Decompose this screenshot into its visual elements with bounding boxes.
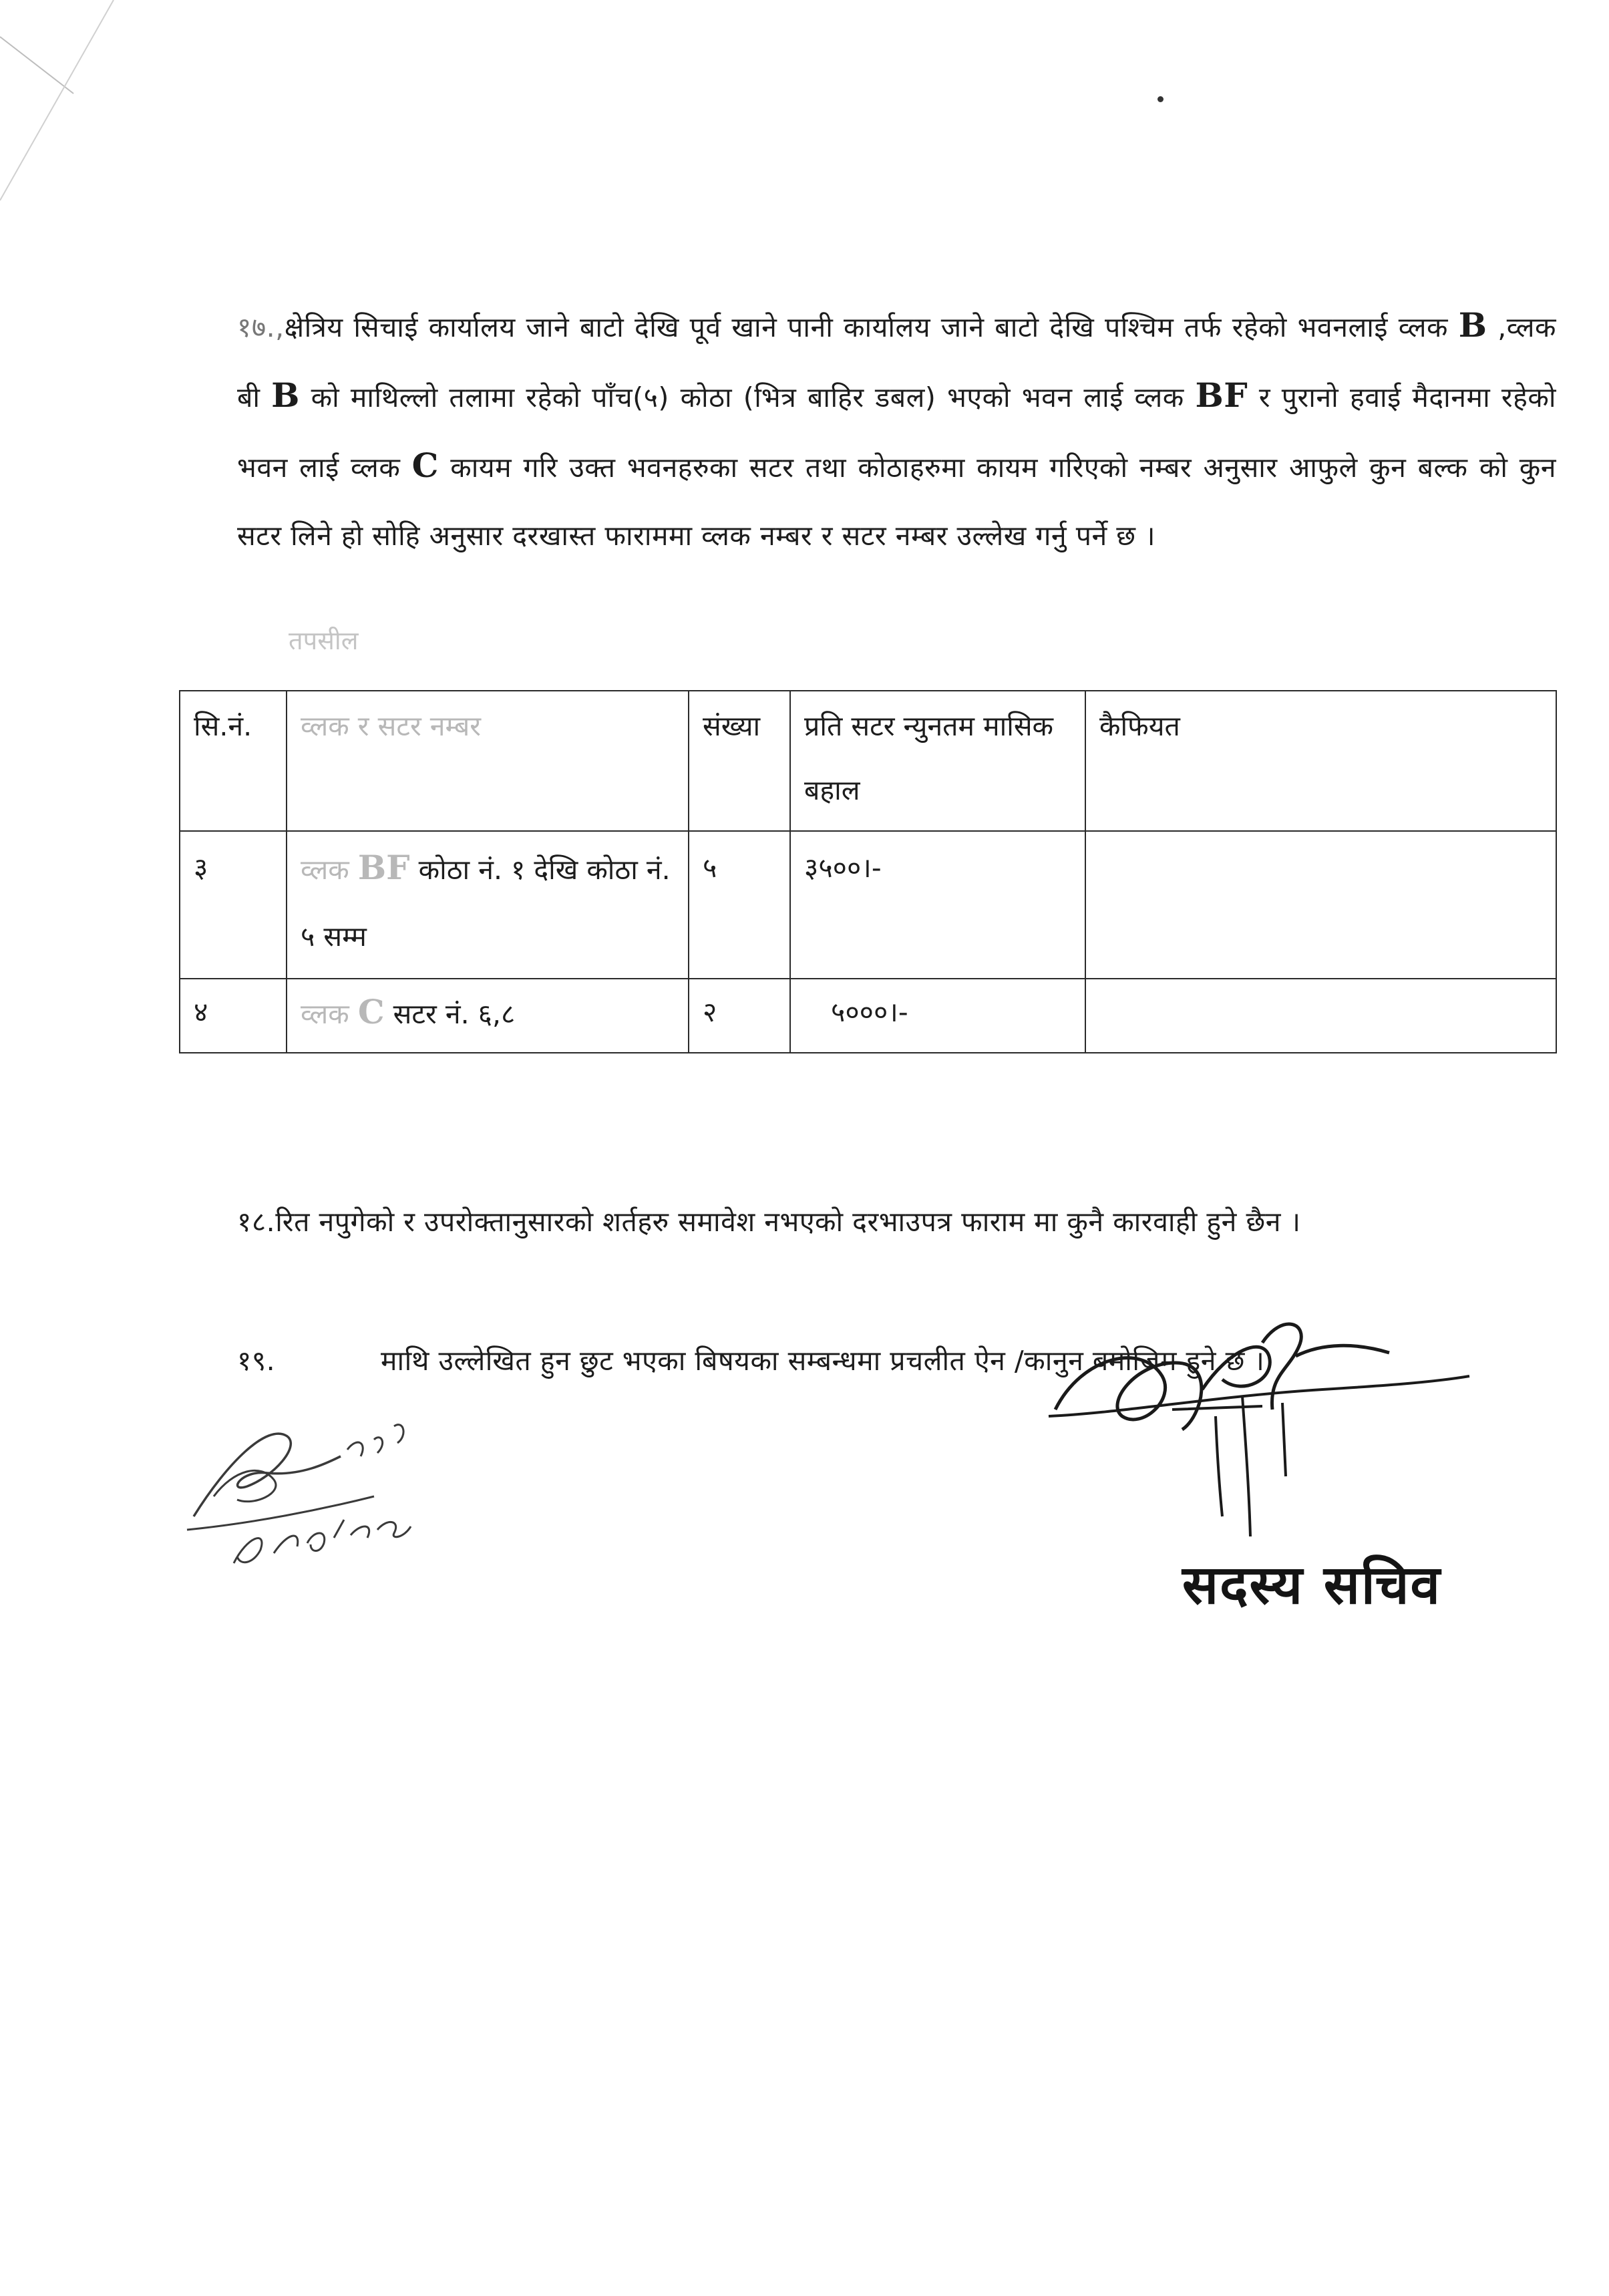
cell-remarks	[1085, 831, 1556, 979]
header-min-rent: प्रति सटर न्युनतम मासिक बहाल	[790, 691, 1085, 831]
cell-block-rest: सटर नं. ६,८	[384, 998, 516, 1030]
member-secretary-signature	[1042, 1316, 1483, 1570]
paragraph-17-text-d: र पुरानो हवाई मैदानमा रहेको भवन लाई व्लक	[237, 381, 1556, 484]
paragraph-17-text-b: ,व्लक बी	[237, 311, 1556, 414]
block-letter-c: C	[411, 446, 439, 485]
header-block-shutter-label: व्लक र सटर नम्बर	[301, 710, 482, 742]
table-row	[180, 831, 1556, 979]
header-count: संख्या	[689, 691, 790, 831]
header-block-shutter	[287, 691, 689, 831]
paragraph-17-text-c: को माथिल्लो तलामा रहेको पाँच(५) कोठा (भित्र बाहिर डबल) भएको भवन लाई व्लक	[299, 381, 1196, 414]
header-remarks: कैफियत	[1085, 691, 1556, 831]
cell-block	[287, 831, 689, 979]
handwritten-initials-with-date	[174, 1363, 454, 1583]
shutter-table	[179, 690, 1557, 1053]
page-fold-mark	[0, 0, 174, 220]
block-letter-b: B	[1458, 305, 1487, 345]
cell-block-rest: कोठा नं. १ देखि कोठा नं. ५ सम्म	[301, 854, 671, 953]
cell-rent: ५०००।-	[790, 979, 1085, 1053]
paragraph-18	[237, 1190, 1556, 1254]
cell-rent: ३५००।-	[790, 831, 1085, 979]
signature-title: सदस्य सचिव	[1182, 1553, 1442, 1616]
paragraph-19-number: १९.	[237, 1345, 276, 1377]
cell-block	[287, 979, 689, 1053]
cell-count: ५	[689, 831, 790, 979]
cell-block-letter: BF	[357, 848, 410, 887]
paragraph-18-text: रित नपुगेको र उपरोक्तानुसारको शर्तहरु समावेश नभएको दरभाउपत्र फाराम मा कुनै कारवाही हुने छैन ।	[275, 1206, 1301, 1238]
cell-serial: ३	[180, 831, 287, 979]
cell-block-prefix: व्लक	[301, 854, 358, 886]
cell-block-letter: C	[357, 992, 385, 1031]
paragraph-19-text: माथि उल्लेखित हुन छुट भएका बिषयका सम्बन्धमा प्रचलीत ऐन /कानुन बमोजिम हुने छ ।	[381, 1345, 1265, 1377]
paragraph-17-text-e: कायम गरि उक्त भवनहरुका सटर तथा कोठाहरुमा कायम गरिएको नम्बर अनुसार आफुले कुन बल्क को कुन सटर लिने हो सोहि अनुसार दरखास्त फाराममा व्लक नम्बर र सटर नम्बर उल्लेख गर्नु पर्ने छ ।	[237, 452, 1556, 552]
scan-speck	[1157, 96, 1164, 102]
cell-count: २	[689, 979, 790, 1053]
header-serial: सि.नं.	[180, 691, 287, 831]
table-row	[180, 979, 1556, 1053]
block-letter-bf: BF	[1195, 375, 1248, 415]
paragraph-18-number: १८.	[237, 1206, 276, 1238]
paragraph-17-text-a: क्षेत्रिय सिचाई कार्यालय जाने बाटो देखि पूर्व खाने पानी कार्यालय जाने बाटो देखि पश्चिम तर्फ रहेको भवनलाई व्लक	[284, 311, 1459, 343]
paragraph-17	[237, 291, 1556, 570]
paragraph-17-number: १७.,	[237, 311, 285, 343]
block-letter-b-second: B	[271, 375, 300, 415]
cell-serial: ४	[180, 979, 287, 1053]
table-caption: तपसील	[289, 626, 359, 655]
cell-remarks	[1085, 979, 1556, 1053]
cell-block-prefix: व्लक	[301, 998, 358, 1030]
table-header-row	[180, 691, 1556, 831]
